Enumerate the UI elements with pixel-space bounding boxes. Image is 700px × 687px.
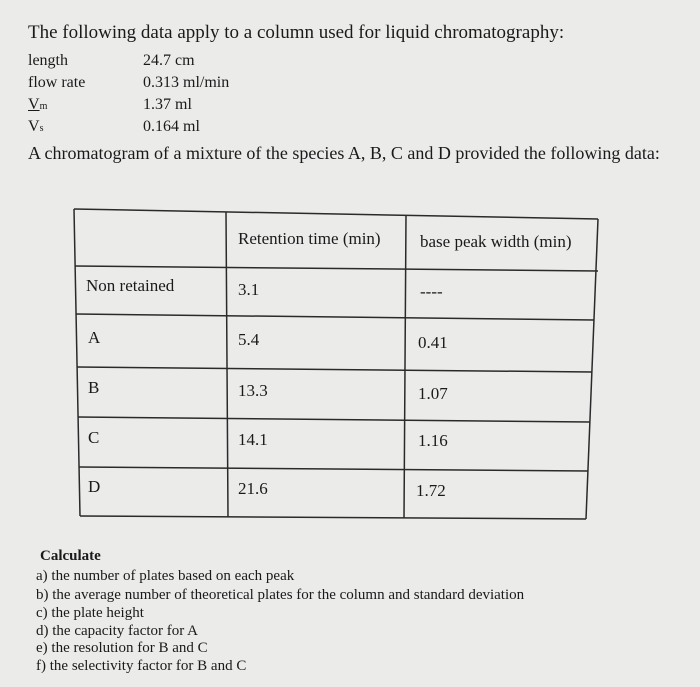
table-row-retention: 13.3 (238, 381, 268, 400)
vm-symbol: V (28, 96, 40, 113)
vm-subscript: m (39, 101, 48, 112)
vs-subscript: s (39, 123, 44, 134)
question-item: c) the plate height (36, 605, 144, 621)
table-row-width: ---- (420, 282, 443, 301)
question-item: b) the average number of theoretical plates for the column and standard deviation (36, 587, 525, 603)
table-row-retention: 21.6 (238, 479, 268, 498)
question-item: a) the number of plates based on each peak (36, 568, 295, 584)
param-value-vm: 1.37 ml (143, 96, 192, 113)
param-value-flow-rate: 0.313 ml/min (143, 74, 230, 91)
table-row-species: A (88, 328, 101, 347)
table-row-width: 1.07 (418, 384, 448, 403)
param-label-flow-rate: flow rate (28, 74, 86, 91)
question-item: d) the capacity factor for A (36, 623, 199, 639)
param-label-vm (28, 96, 47, 114)
header-base-peak-width: base peak width (min) (420, 232, 572, 251)
chromatogram-description: A chromatogram of a mixture of the species A, B, C and D provided the following data: (28, 143, 660, 163)
table-row-species: B (88, 378, 100, 397)
question-item: f) the selectivity factor for B and C (36, 658, 247, 674)
calculate-title: Calculate (40, 548, 101, 564)
table-row-retention: 5.4 (238, 330, 260, 349)
table-row-retention: 3.1 (238, 280, 260, 299)
param-value-vs: 0.164 ml (143, 118, 200, 135)
table-row-width: 0.41 (418, 333, 448, 352)
param-value-length: 24.7 cm (143, 52, 195, 69)
table-row-retention: 14.1 (238, 430, 268, 449)
table-row-species: C (88, 428, 100, 447)
header-retention-time: Retention time (min) (238, 229, 381, 248)
param-label-length: length (28, 52, 68, 69)
param-label-vs (28, 118, 43, 136)
table-row-width: 1.16 (418, 431, 448, 450)
table-row-species: Non retained (86, 276, 175, 295)
table-row-width: 1.72 (416, 481, 446, 500)
intro-text: The following data apply to a column used for liquid chromatography: (28, 22, 565, 43)
table-row-species: D (88, 477, 101, 496)
question-item: e) the resolution for B and C (36, 640, 208, 656)
vs-symbol: V (28, 118, 40, 135)
